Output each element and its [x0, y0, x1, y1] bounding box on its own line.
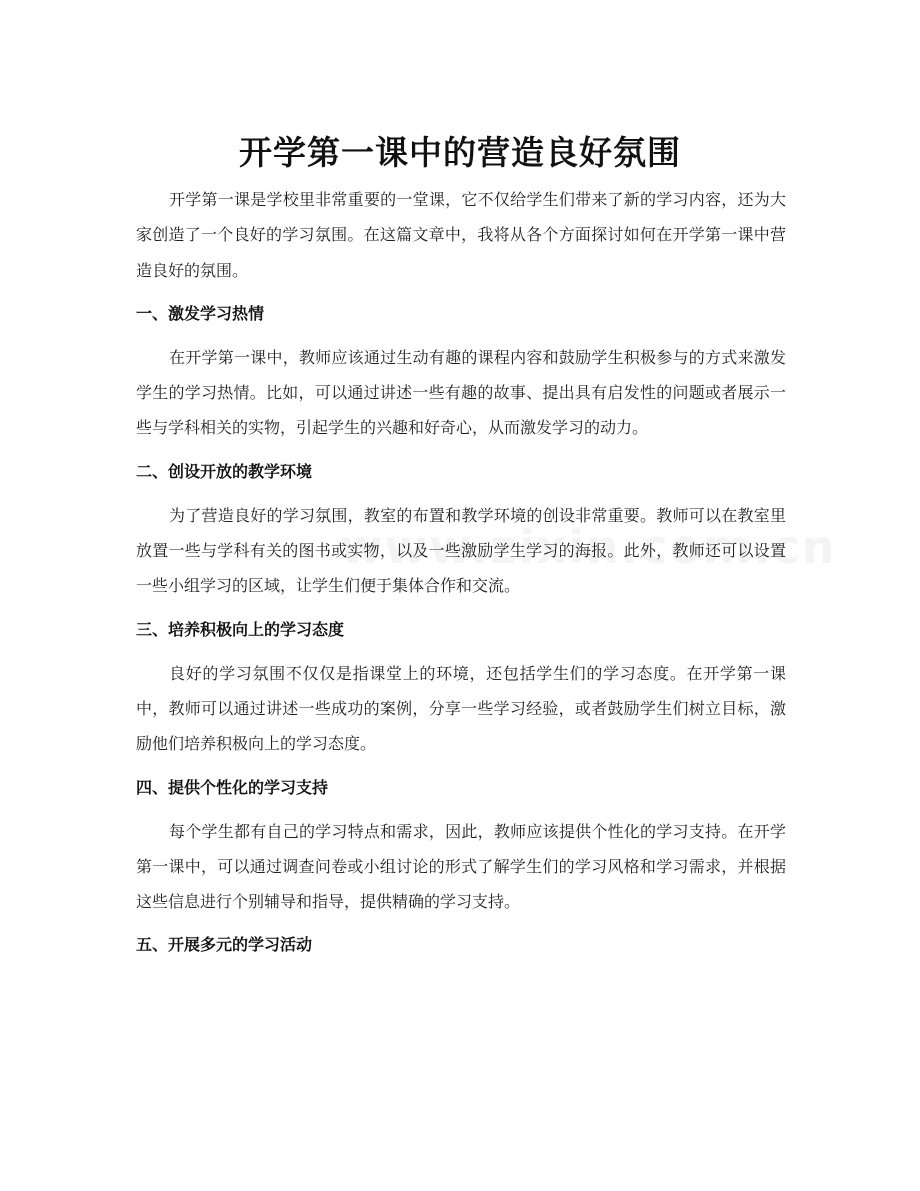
section-heading-2: 二、创设开放的教学环境 — [136, 461, 313, 481]
section-body-2: 为了营造良好的学习氛围，教室的布置和教学环境的创设非常重要。教师可以在教室里放置一些与学科有关的图书或实物，以及一些激励学生学习的海报。此外，教师还可以设置一些小组学习的区域，让学生们便于集体合作和交流。 — [136, 505, 786, 596]
section-body-1: 在开学第一课中，教师应该通过生动有趣的课程内容和鼓励学生积极参与的方式来激发学生的学习热情。比如，可以通过讲述一些有趣的故事、提出具有启发性的问题或者展示一些与学科相关的实物，引起学生的兴趣和好奇心，从而激发学习的动力。 — [136, 347, 786, 438]
section-body-3: 良好的学习氛围不仅仅是指课堂上的环境，还包括学生们的学习态度。在开学第一课中，教师可以通过讲述一些成功的案例，分享一些学习经验，或者鼓励学生们树立目标，激励他们培养积极向上的学习态度。 — [136, 663, 786, 754]
section-heading-1: 一、激发学习热情 — [136, 303, 265, 323]
section-heading-5: 五、开展多元的学习活动 — [136, 935, 313, 955]
section-body-4: 每个学生都有自己的学习特点和需求，因此，教师应该提供个性化的学习支持。在开学第一课中，可以通过调查问卷或小组讨论的形式了解学生们的学习风格和学习需求，并根据这些信息进行个别辅导和指导，提供精确的学习支持。 — [136, 821, 786, 912]
document-body — [136, 182, 786, 956]
section-heading-4: 四、提供个性化的学习支持 — [136, 777, 329, 797]
intro-paragraph: 开学第一课是学校里非常重要的一堂课，它不仅给学生们带来了新的学习内容，还为大家创造了一个良好的学习氛围。在这篇文章中，我将从各个方面探讨如何在开学第一课中营造良好的氛围。 — [136, 190, 786, 280]
page-title: 开学第一课中的营造良好氛围 — [239, 133, 681, 173]
section-heading-3: 三、培养积极向上的学习态度 — [136, 619, 345, 639]
